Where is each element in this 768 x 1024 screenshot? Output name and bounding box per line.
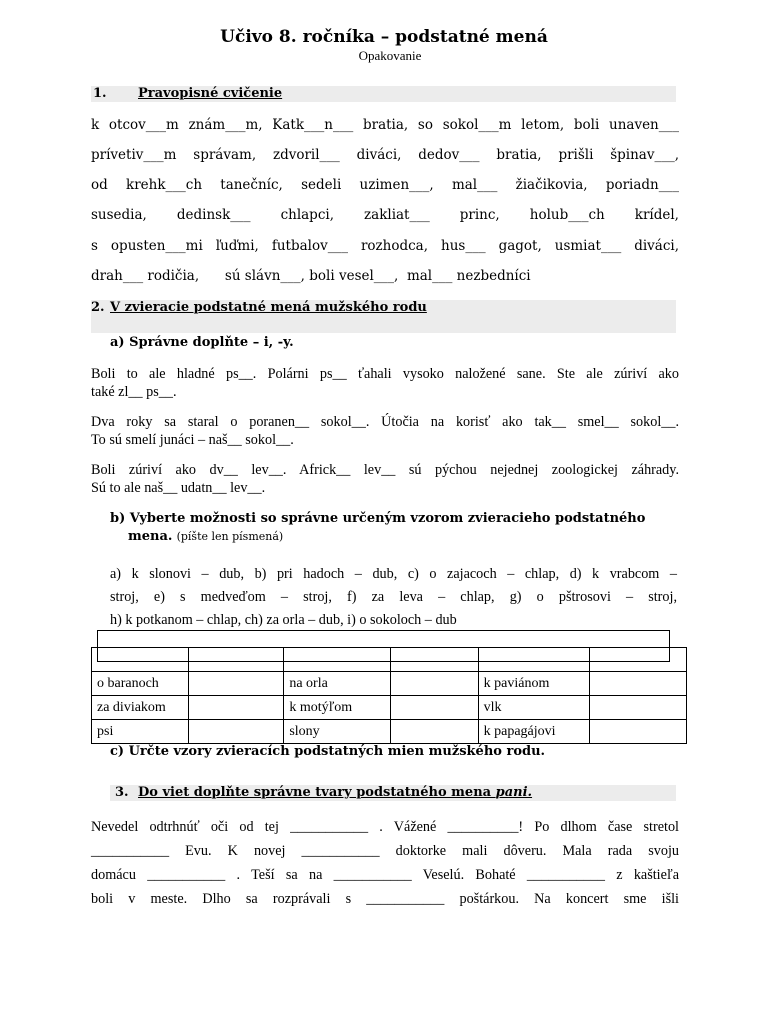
exercise-line-5: s opusten___mi ľuďmi, futbalov___ rozhodca, hus___ gagot, usmiat___ diváci, xyxy=(91,238,680,254)
task-3-text: Nevedel odtrhnúť oči od tej ___________ . Vážené __________! Po dlhom čase stretol ___________ Evu. K novej ___________ doktorke mali dôveru. Mala rada svoju domácu ___________ . Teší sa na ___________ Veselú. Bohaté ___________ z kaštieľa boli v meste. Dlho sa rozprávali s ___________ poštárkou. Na koncert sme išli xyxy=(91,819,679,907)
table-cell-animal: vlk xyxy=(478,696,589,720)
section-2-heading: V zvieracie podstatné mená mužského rodu xyxy=(110,300,427,315)
table-cell-answer[interactable] xyxy=(391,720,478,744)
task-c-label: c) Určte vzory zvieracích podstatných mien mužského rodu. xyxy=(110,744,546,759)
exercise-line-6: drah___ rodičia, sú slávn___, boli vesel___, mal___ nezbedníci xyxy=(91,268,531,284)
task-b-note: (píšte len písmená) xyxy=(176,530,284,543)
table-cell-animal: slony xyxy=(284,720,391,744)
exercise-line-2: prívetiv___m správam, zdvoril___ diváci, dedov___ bratia, prišli špinav___, xyxy=(91,147,680,163)
task-b-options: a) k slonovi – dub, b) pri hadoch – dub, c) o zajacoch – chlap, d) k vrabcom – stroj, e) s medveďom – stroj, f) za leva – chlap, g) o pštrosovi – stroj, h) k potkanom – chlap, ch) za orla – dub, i) o sokoloch – dub xyxy=(110,566,677,628)
section-1-heading: Pravopisné cvičenie xyxy=(138,86,283,101)
table-cell-animal: psi xyxy=(92,720,189,744)
exercise-line-3: od krehk___ch tanečníc, sedeli uzimen___, mal___ žiačikovia, poriadn___ xyxy=(91,177,679,193)
table-cell-answer[interactable] xyxy=(589,672,686,696)
task-a-paragraph-2: Dva roky sa staral o poranen__ sokol__. Útočia na korisť ako tak__ smel__ sokol__. To sú smelí junáci – naš__ sokol__. xyxy=(91,414,679,448)
task-b-label: b) Vyberte možnosti so správne určeným vzorom zvieracieho podstatného xyxy=(110,511,646,526)
vzory-table xyxy=(91,647,687,744)
table-row xyxy=(92,720,687,744)
table-cell-answer[interactable] xyxy=(589,720,686,744)
table-cell-answer[interactable] xyxy=(189,720,284,744)
section-3-heading-italic: pani. xyxy=(495,785,533,800)
table-cell-animal: za diviakom xyxy=(92,696,189,720)
page-subtitle: Opakovanie xyxy=(358,48,422,63)
section-3-number: 3. xyxy=(115,785,129,800)
table-cell-animal: k papagájovi xyxy=(478,720,589,744)
section-2-number: 2. xyxy=(91,300,105,315)
section-1-number: 1. xyxy=(93,86,107,101)
table-row xyxy=(92,648,687,672)
page-title: Učivo 8. ročníka – podstatné mená xyxy=(220,27,548,47)
task-a-label: a) Správne doplňte – i, -y. xyxy=(110,335,294,350)
table-cell-animal: na orla xyxy=(284,672,391,696)
task-b-label-line-2: mena. (píšte len písmená) xyxy=(128,529,284,544)
exercise-line-4: susedia, dedinsk___ chlapci, zakliat___ princ, holub___ch krídel, xyxy=(91,207,679,223)
task-a-paragraph-3: Boli zúriví ako dv__ lev__. Africk__ lev__ sú pýchou nejednej zoologickej záhrady. Sú to ale naš__ udatn__ lev__. xyxy=(91,462,679,496)
section-3-heading: Do viet doplňte správne tvary podstatného mena pani. xyxy=(138,785,533,800)
table-cell-answer[interactable] xyxy=(189,696,284,720)
table-cell-answer[interactable] xyxy=(391,672,478,696)
table-row xyxy=(92,672,687,696)
table-cell-animal: k paviánom xyxy=(478,672,589,696)
exercise-line-1: k otcov___m znám___m, Katk___n___ bratia, so sokol___m letom, boli unaven___ xyxy=(91,117,679,133)
table-cell-answer[interactable] xyxy=(189,672,284,696)
table-cell-answer[interactable] xyxy=(391,696,478,720)
table-cell-animal: k motýľom xyxy=(284,696,391,720)
task-a-paragraph-1: Boli to ale hladné ps__. Polárni ps__ ťahali vysoko naložené sane. Ste ale zúriví ako také zl__ ps__. xyxy=(91,366,679,400)
table-row xyxy=(92,696,687,720)
table-cell-answer[interactable] xyxy=(589,696,686,720)
table-cell-animal: o baranoch xyxy=(92,672,189,696)
